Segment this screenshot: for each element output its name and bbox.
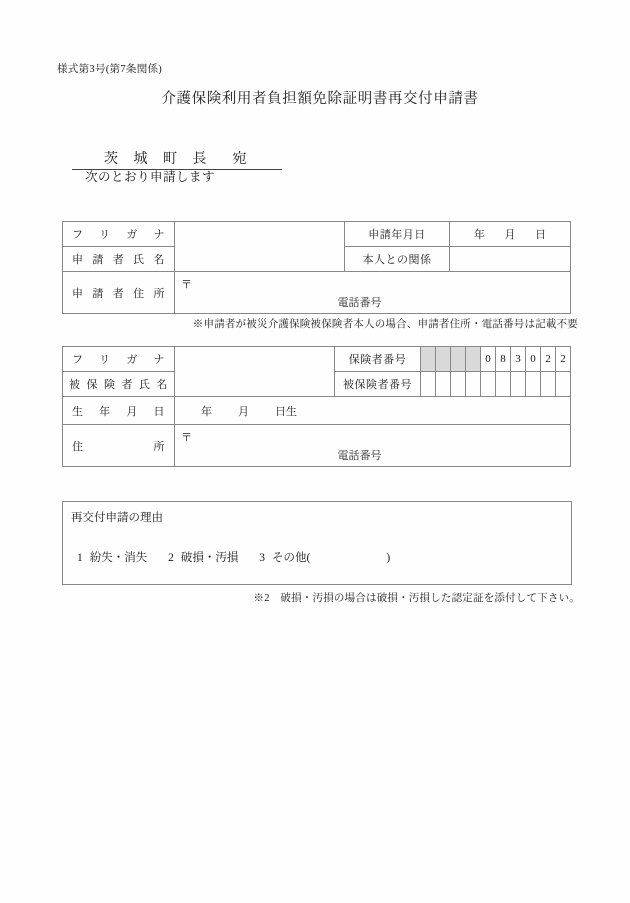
- option-label-close: ): [386, 552, 391, 564]
- label-insured-name: [63, 372, 175, 397]
- char: ガ: [126, 229, 138, 241]
- application-statement: 次のとおり申請します: [85, 170, 216, 184]
- reason-option-2[interactable]: [168, 552, 241, 564]
- table-row: [63, 397, 571, 425]
- input-birthdate[interactable]: [175, 397, 571, 425]
- char: ガ: [126, 354, 138, 366]
- option-number: 1: [77, 552, 83, 564]
- reason-options: [77, 549, 408, 565]
- input-insured-address[interactable]: [175, 425, 571, 467]
- table-row: [63, 347, 571, 372]
- insurer-number-cell[interactable]: [451, 347, 466, 372]
- char: 請: [92, 254, 104, 266]
- insured-number-cell[interactable]: [436, 372, 451, 397]
- char: 住: [133, 287, 145, 300]
- char: 住: [72, 440, 84, 453]
- label-insured-furigana: [63, 347, 175, 372]
- note-damage: ※2 破損・汚損の場合は破損・汚損した認定証を添付して下さい。: [253, 593, 580, 604]
- char: フ: [72, 354, 84, 366]
- insured-number-cell[interactable]: [421, 372, 436, 397]
- char: 申: [72, 254, 84, 266]
- insured-person-table: [62, 346, 571, 467]
- insured-number-cell[interactable]: [511, 372, 526, 397]
- reason-option-3[interactable]: [259, 552, 390, 564]
- insured-number-cell[interactable]: [451, 372, 466, 397]
- char: 所: [153, 287, 165, 300]
- insured-number-cell[interactable]: [556, 372, 571, 397]
- char: 月: [126, 405, 138, 418]
- postal-mark-icon: 〒: [181, 279, 192, 291]
- input-applicant-address[interactable]: [175, 272, 571, 314]
- input-applicant-name[interactable]: [175, 222, 345, 272]
- reason-option-1[interactable]: [77, 552, 150, 564]
- char: 月: [238, 405, 249, 418]
- label-insured-number: 被保険者番号: [335, 372, 421, 397]
- applicant-table: [62, 221, 571, 314]
- insured-number-cell[interactable]: [541, 372, 556, 397]
- char: ナ: [153, 354, 165, 366]
- input-relationship[interactable]: [450, 247, 571, 272]
- label-insured-address: [63, 425, 175, 467]
- insurer-number-cell[interactable]: 2: [541, 347, 556, 372]
- char: 年: [473, 229, 485, 241]
- char: 申: [72, 287, 84, 300]
- char: リ: [99, 229, 111, 241]
- insurer-number-cell[interactable]: [436, 347, 451, 372]
- insurer-number-cell[interactable]: [466, 347, 481, 372]
- char: ナ: [153, 229, 165, 241]
- insurer-number-cell[interactable]: 2: [556, 347, 571, 372]
- char: 日: [153, 405, 165, 418]
- char: 年: [201, 405, 212, 418]
- table-row: [63, 425, 571, 467]
- char: 名: [156, 379, 168, 391]
- insurer-number-cell[interactable]: 3: [511, 347, 526, 372]
- char: 保: [86, 379, 98, 391]
- insured-number-cell[interactable]: [526, 372, 541, 397]
- input-apply-date[interactable]: [450, 222, 571, 247]
- insurer-number-cell[interactable]: 0: [481, 347, 496, 372]
- insurer-number-cell[interactable]: 0: [526, 347, 541, 372]
- char: 日生: [275, 405, 297, 418]
- char: 年: [99, 405, 111, 418]
- label-birthdate: [63, 397, 175, 425]
- option-label: 紛失・消失: [89, 552, 148, 564]
- char: 者: [121, 379, 133, 391]
- char: リ: [99, 354, 111, 366]
- label-applicant-furigana: [63, 222, 175, 247]
- char: 日: [535, 229, 547, 241]
- option-label: その他(: [272, 552, 311, 564]
- label-applicant-name: [63, 247, 175, 272]
- char: 氏: [133, 254, 145, 266]
- addressee-line: 茨 城 町 長 宛: [72, 148, 282, 170]
- option-number: 2: [168, 552, 174, 564]
- char: 氏: [139, 379, 151, 391]
- form-number: 様式第3号(第7条関係): [57, 64, 163, 75]
- option-label: 破損・汚損: [180, 552, 239, 564]
- reason-box: [62, 501, 572, 585]
- option-number: 3: [259, 552, 265, 564]
- insured-number-cell[interactable]: [466, 372, 481, 397]
- char: 名: [153, 254, 165, 266]
- label-applicant-tel: 電話番号: [337, 297, 382, 309]
- insurer-number-cell[interactable]: 8: [496, 347, 511, 372]
- note-applicant: ※申請者が被災介護保険被保険者本人の場合、申請者住所・電話番号は記載不要: [192, 319, 578, 330]
- label-apply-date: 申請年月日: [345, 222, 450, 247]
- label-applicant-address: [63, 272, 175, 314]
- input-insured-name[interactable]: [175, 347, 335, 397]
- reason-title: 再交付申請の理由: [71, 512, 163, 524]
- char: 月: [504, 229, 516, 241]
- label-insured-tel: 電話番号: [337, 450, 382, 462]
- document-title: 介護保険利用者負担額免除証明書再交付申請書: [161, 91, 479, 107]
- label-relationship: 本人との関係: [345, 247, 450, 272]
- char: 生: [72, 405, 84, 418]
- insurer-number-cell[interactable]: [421, 347, 436, 372]
- table-row: [63, 222, 571, 247]
- char: 者: [112, 254, 125, 266]
- insured-number-cell[interactable]: [481, 372, 496, 397]
- postal-mark-icon: 〒: [181, 432, 192, 444]
- char: 険: [104, 379, 116, 391]
- table-row: [63, 272, 571, 314]
- char: フ: [72, 229, 84, 241]
- char: 被: [69, 379, 81, 391]
- char: 所: [153, 440, 165, 453]
- char: 者: [112, 287, 125, 300]
- label-insurer-number: 保険者番号: [335, 347, 421, 372]
- char: 請: [92, 287, 104, 300]
- insured-number-cell[interactable]: [496, 372, 511, 397]
